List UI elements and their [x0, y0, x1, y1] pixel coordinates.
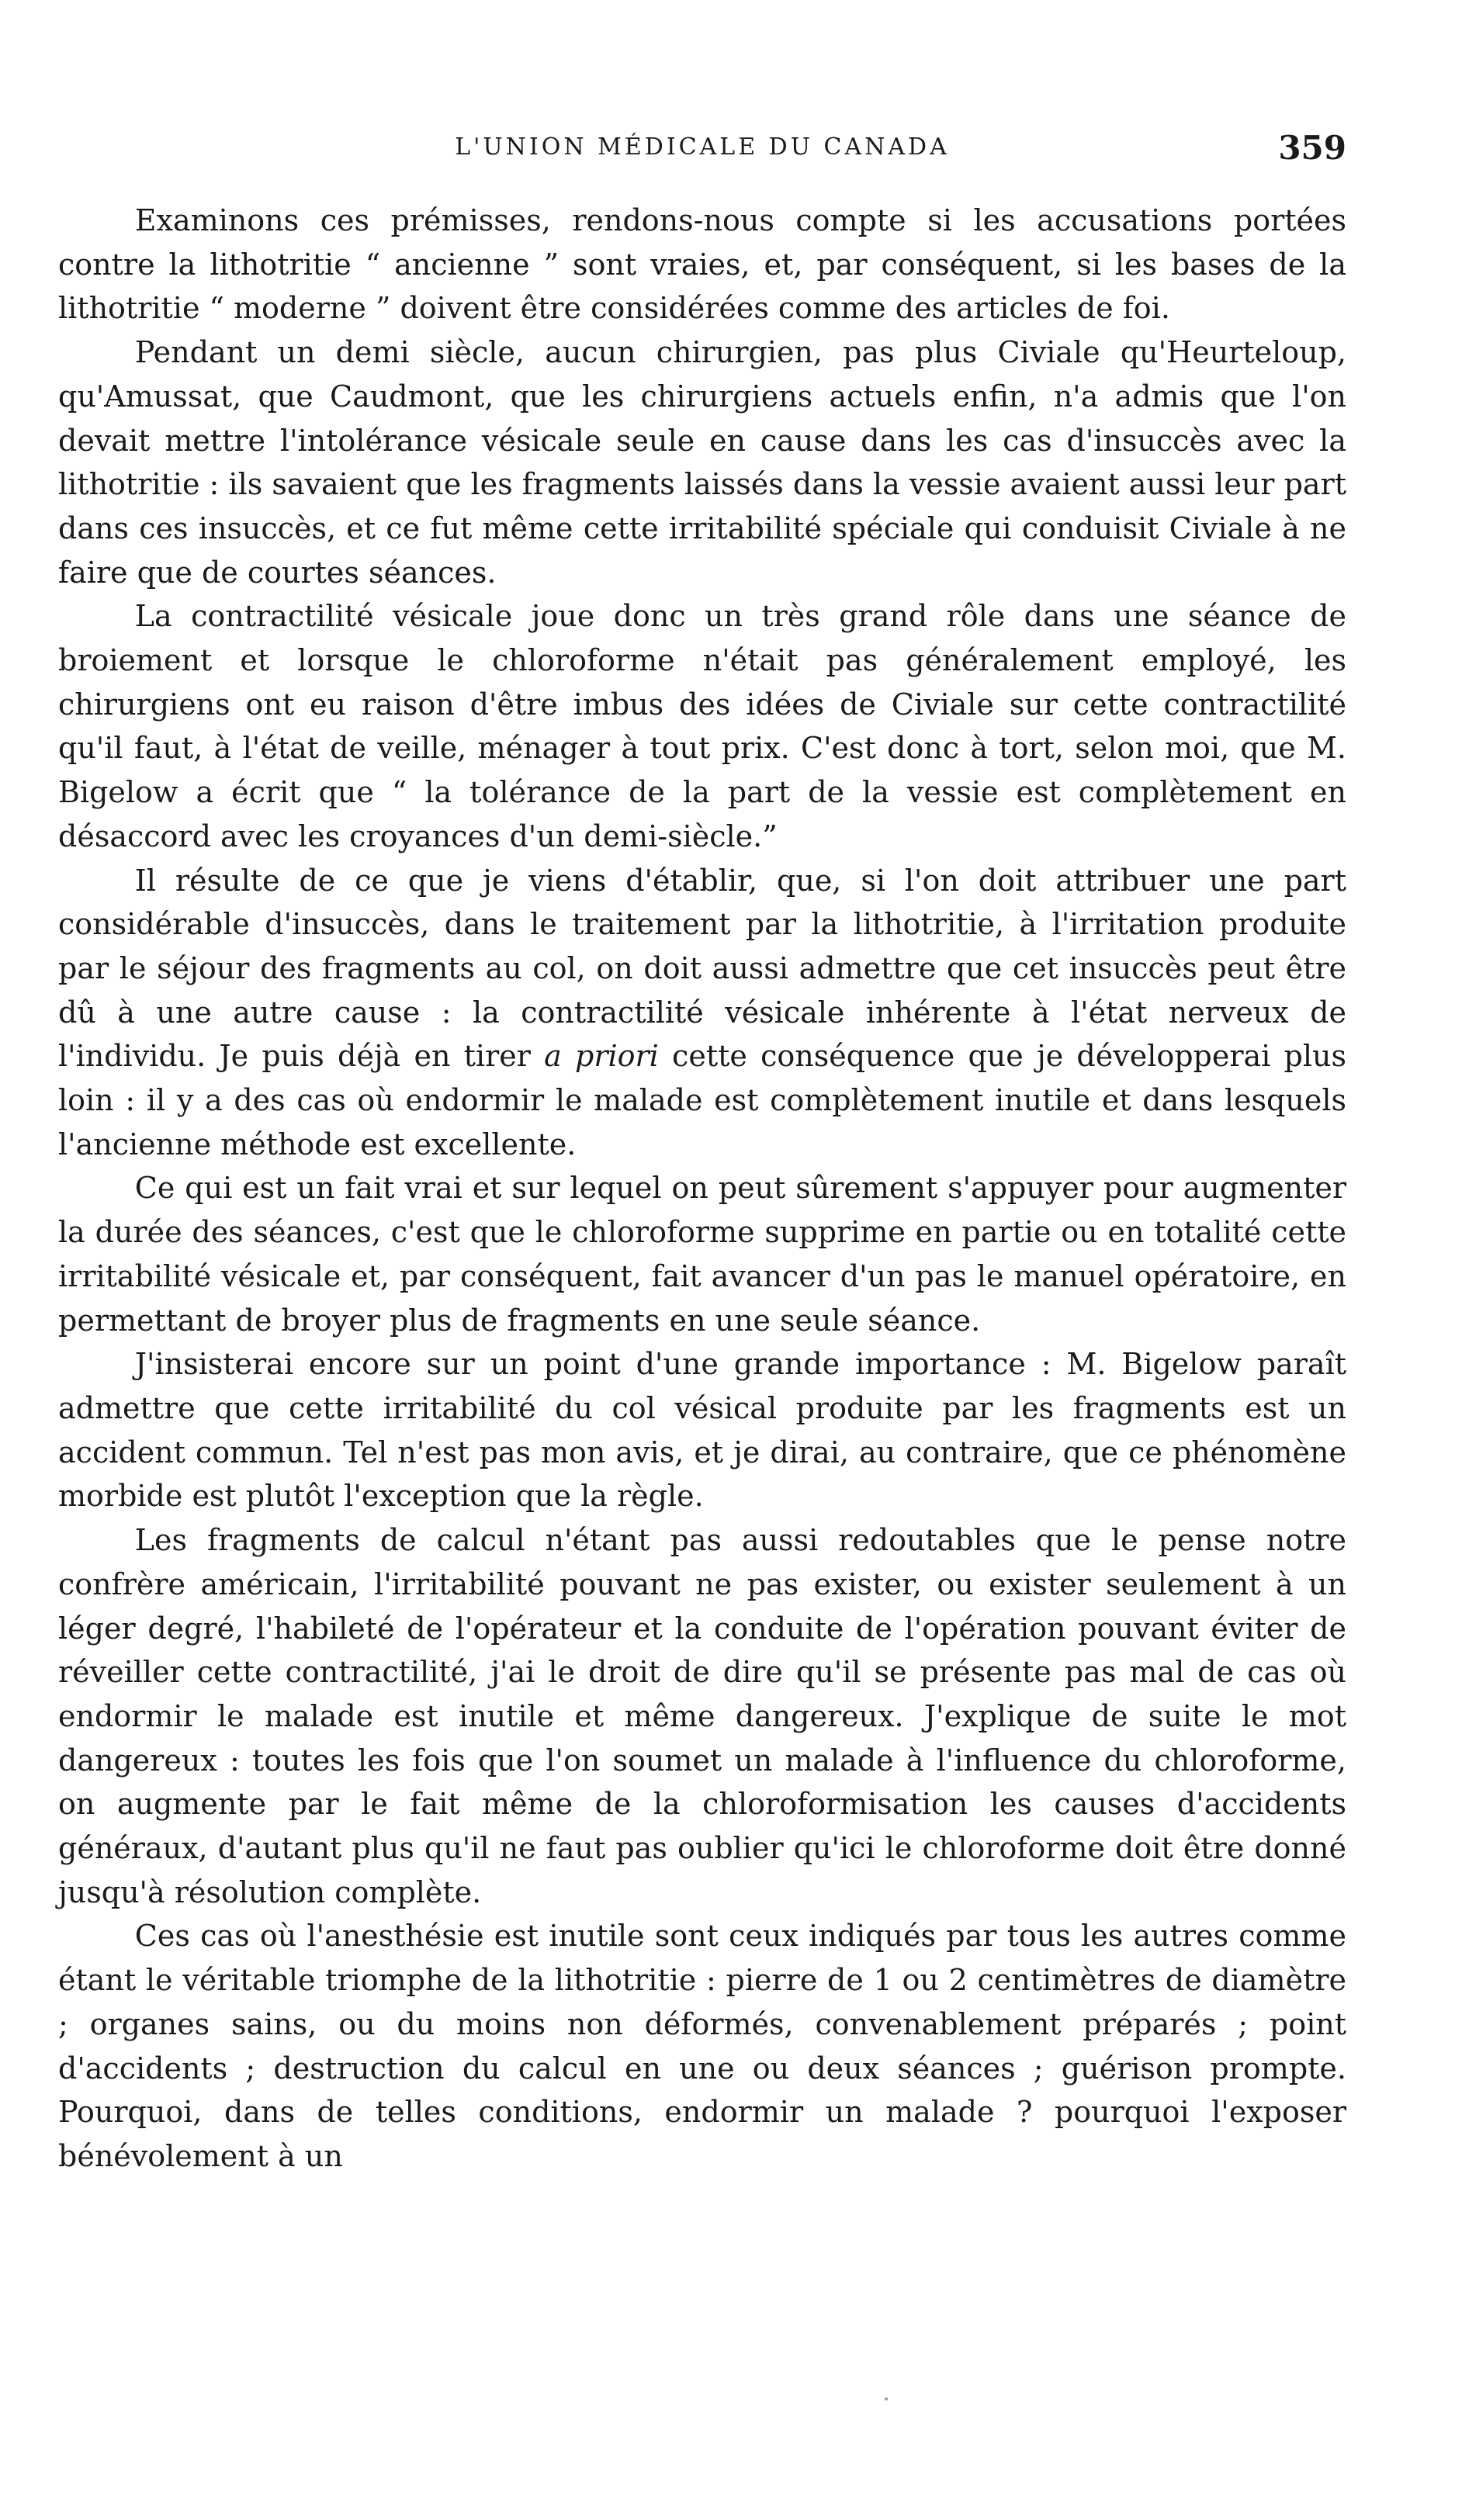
print-speck: [885, 2397, 888, 2401]
paragraph-8: Ces cas où l'anesthésie est inutile sont ceux indiqués par tous les autres comme étant le véritable triomphe de la lithotritie : pierre de 1 ou 2 centimètres de diamètre ; organes sains, ou du moins non déformés, convenablement préparés ; point d'accidents ; destruction du calcul en une ou deux séances ; guérison prompte. Pourquoi, dans de telles conditions, endormir un malade ? pourquoi l'exposer bénévolement à un: [58, 1919, 1346, 2173]
body-text: [58, 199, 1346, 2179]
running-title: L'UNION MÉDICALE DU CANADA: [455, 133, 950, 161]
paragraph-5: Ce qui est un fait vrai et sur lequel on peut sûrement s'appuyer pour augmenter la durée des séances, c'est que le chloroforme supprime en partie ou en totalité cette irritabilité vésicale et, par conséquent, fait avancer d'un pas le manuel opératoire, en permettant de broyer plus de fragments en une seule séance.: [58, 1171, 1346, 1338]
page-number: 359: [1278, 129, 1346, 167]
running-head: [58, 129, 1346, 180]
paragraph-6: J'insisterai encore sur un point d'une grande importance : M. Bigelow paraît admettre que cette irritabilité du col vésical produite par les fragments est un accident commun. Tel n'est pas mon avis, et je dirai, au contraire, que ce phénomène morbide est plutôt l'exception que la règle.: [58, 1347, 1346, 1514]
paragraph-3: La contractilité vésicale joue donc un très grand rôle dans une séance de broiement et lorsque le chloroforme n'était pas généralement employé, les chirurgiens ont eu raison d'être imbus des idées de Civiale sur cette contractilité qu'il faut, à l'état de veille, ménager à tout prix. C'est donc à tort, selon moi, que M. Bigelow a écrit que “ la tolérance de la part de la vessie est complètement en désaccord avec les croyances d'un demi-siècle.”: [58, 599, 1346, 853]
latin-phrase: a priori: [544, 1039, 659, 1074]
paragraph-2: Pendant un demi siècle, aucun chirurgien, pas plus Civiale qu'Heurteloup, qu'Amussat, que Caudmont, que les chirurgiens actuels enfin, n'a admis que l'on devait mettre l'intolérance vésicale seule en cause dans les cas d'insuccès avec la lithotritie : ils savaient que les fragments laissés dans la vessie avaient aussi leur part dans ces insuccès, et ce fut même cette irritabilité spéciale qui conduisit Civiale à ne faire que de courtes séances.: [58, 335, 1346, 590]
paragraph-7: Les fragments de calcul n'étant pas aussi redoutables que le pense notre confrère américain, l'irritabilité pouvant ne pas exister, ou exister seulement à un léger degré, l'habileté de l'opérateur et la conduite de l'opération pouvant éviter de réveiller cette contractilité, j'ai le droit de dire qu'il se présente pas mal de cas où endormir le malade est inutile et même dangereux. J'explique de suite le mot dangereux : toutes les fois que l'on soumet un malade à l'influence du chloroforme, on augmente par le fait même de la chloroformisation les causes d'accidents généraux, d'autant plus qu'il ne faut pas oublier qu'ici le chloroforme doit être donné jusqu'à résolution complète.: [58, 1523, 1346, 1909]
paragraph-4: Il résulte de ce que je viens d'établir, que, si l'on doit attribuer une part considérable d'insuccès, dans le traitement par la lithotritie, à l'irritation produite par le séjour des fragments au col, on doit aussi admettre que cet insuccès peut être dû à une autre cause : la contractilité vésicale inhérente à l'état nerveux de l'individu. Je puis déjà en tirer a priori cette conséquence que je développerai plus loin : il y a des cas où endormir le malade est complètement inutile et dans lesquels l'ancienne méthode est excellente.: [58, 863, 1347, 1161]
paragraph-1: Examinons ces prémisses, rendons-nous compte si les accusations portées contre la lithotritie “ ancienne ” sont vraies, et, par conséquent, si les bases de la lithotritie “ moderne ” doivent être considérées comme des articles de foi.: [58, 203, 1346, 326]
